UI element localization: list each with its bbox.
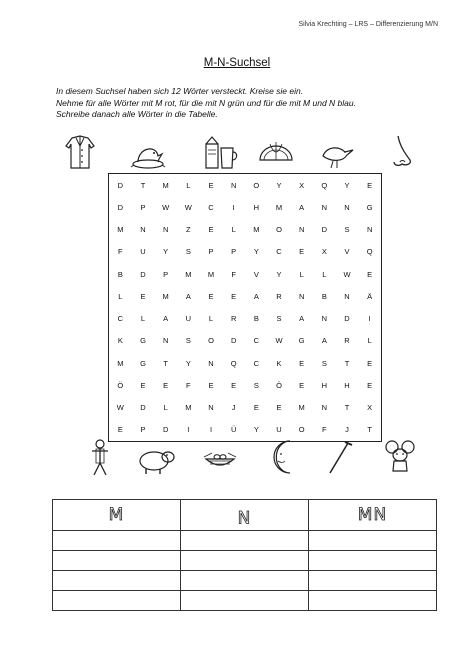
header-cell-m: M [53,500,181,531]
grid-letter[interactable]: N [321,314,328,324]
grid-letter[interactable]: Q [366,247,373,257]
grid-letter[interactable]: B [321,291,327,301]
grid-letter[interactable]: U [185,314,192,324]
grid-letter[interactable]: S [253,380,259,390]
milk-icon [200,132,240,172]
grid-letter[interactable]: N [162,225,169,235]
grid-letter[interactable]: H [321,380,328,390]
grid-letter[interactable]: G [298,336,305,346]
grid-letter[interactable]: T [163,358,168,368]
grid-letter[interactable]: N [162,336,169,346]
grid-letter[interactable]: N [230,180,237,190]
grid-letter[interactable]: A [321,336,327,346]
answer-row [53,551,437,571]
answer-cell[interactable] [53,591,181,611]
nail-icon [320,437,360,477]
instructions [56,86,356,121]
answer-cell[interactable] [181,571,309,591]
grid-letter[interactable]: M [207,269,215,279]
grid-letter[interactable]: P [208,247,214,257]
author-header: Silvia Krechting – LRS – Differenzierung M/N [298,21,438,28]
grid-letter[interactable]: L [322,269,327,279]
grid-letter[interactable]: Y [163,247,169,257]
grid-letter[interactable]: E [367,269,373,279]
grid-letter[interactable]: Ö [117,380,124,390]
grid-letter[interactable]: M [162,180,169,190]
nest-icon [200,437,240,477]
grid-letter[interactable]: A [163,314,169,324]
grid-letter[interactable]: E [276,403,282,413]
word-search-grid [108,173,382,442]
answer-row [53,531,437,551]
grid-letter[interactable]: M [185,403,192,413]
grid-letter[interactable]: E [299,380,305,390]
grid-letter[interactable]: I [187,425,190,435]
grid-letter[interactable]: D [162,425,169,435]
grid-letter[interactable]: I [209,425,213,435]
mouse-icon [380,437,420,477]
grid-letter[interactable]: E [140,291,146,301]
grid-letter[interactable]: A [185,291,191,301]
grid-letter[interactable]: F [186,380,191,390]
grid-letter[interactable]: M [117,225,124,235]
grid-letter[interactable]: M [185,269,192,279]
grid-letter[interactable]: T [344,358,350,368]
grid-letter[interactable]: L [231,225,236,235]
grid-letter[interactable]: B [253,314,259,324]
nose-icon [380,132,420,172]
grid-letter[interactable]: E [231,291,237,301]
grid-letter[interactable]: S [344,225,350,235]
grid-letter[interactable]: D [140,403,146,413]
grid-letter[interactable]: G [140,336,146,346]
grid-letter[interactable]: R [276,291,282,301]
mole-icon [128,132,168,172]
answer-cell[interactable] [309,551,437,571]
grid-letter[interactable]: P [140,425,146,435]
grid-letter[interactable]: N [344,291,350,301]
grid-letter[interactable]: Y [185,358,191,368]
grid-letter[interactable]: G [140,358,146,368]
answer-cell[interactable] [309,571,437,591]
answer-cell[interactable] [309,591,437,611]
grid-letter[interactable]: M [275,202,283,212]
grid-letter[interactable]: N [208,358,214,368]
picture-row-bottom [60,437,420,477]
grid-letter[interactable]: L [118,291,123,301]
grid-letter[interactable]: N [140,225,146,235]
grid-letter[interactable]: E [299,358,305,368]
grid-letter[interactable]: Y [253,425,259,435]
answer-cell[interactable] [181,531,309,551]
grid-letter[interactable]: L [140,314,146,324]
grid-letter[interactable]: T [367,425,372,435]
grid-letter[interactable]: I [368,314,371,324]
grid-letter[interactable]: C [117,314,124,324]
grid-letter[interactable]: L [299,269,304,279]
grid-letter[interactable]: B [117,269,123,279]
seagull-icon [317,132,357,172]
grid-letter[interactable]: D [321,225,328,235]
grid-letter[interactable]: A [253,291,259,301]
grid-letter[interactable]: Q [321,180,328,190]
grid-letter[interactable]: V [344,247,350,257]
grid-letter[interactable]: A [299,202,305,212]
grid-letter[interactable]: O [276,225,282,235]
grid-letter[interactable]: L [163,403,168,413]
grid-letter[interactable]: E [140,380,146,390]
answer-cell[interactable] [181,591,309,611]
grid-letter[interactable]: N [321,403,328,413]
grid-letter[interactable]: Q [230,358,237,368]
grid-letter[interactable]: P [231,247,237,257]
grid-letter[interactable]: Ä [367,291,373,301]
grid-letter[interactable]: D [140,269,146,279]
grid-letter[interactable]: F [118,247,123,257]
grid-letter[interactable]: M [298,403,305,413]
grid-letter[interactable]: N [321,202,328,212]
grid-letter[interactable]: Ü [230,425,237,435]
grid-letter[interactable]: D [230,336,237,346]
melon-icon [256,132,296,172]
grid-letter[interactable]: R [230,314,237,324]
grid-letter[interactable]: S [321,358,327,368]
answer-table [52,499,437,611]
moon-icon [266,437,306,477]
answer-row [53,591,437,611]
grid-letter[interactable]: E [299,247,305,257]
header-cell-n: N [181,500,309,531]
grid-letter[interactable]: N [344,202,350,212]
grid-letter[interactable]: N [366,225,373,235]
grid-letter[interactable]: T [140,180,146,190]
grid-letter[interactable]: N [208,403,214,413]
coat-icon [60,132,100,172]
grid-letter[interactable]: E [208,180,214,190]
answer-cell[interactable] [53,531,181,551]
grid-letter[interactable]: M [117,358,124,368]
instruction-line: In diesem Suchsel haben sich 12 Wörter versteckt. Kreise sie ein. [56,86,304,96]
grid-letter[interactable]: J [345,425,349,435]
answer-cell[interactable] [53,551,181,571]
grid-letter[interactable]: S [276,314,282,324]
answer-cell[interactable] [53,571,181,591]
grid-letter[interactable]: H [253,202,260,212]
grid-letter[interactable]: D [117,202,124,212]
grid-letter[interactable]: E [367,380,373,390]
grid-letter[interactable]: U [276,425,282,435]
answer-row [53,571,437,591]
answer-table-header [53,500,437,531]
grid-letter[interactable]: N [298,225,305,235]
grid-letter[interactable]: F [231,269,236,279]
instruction-line: Nehme für alle Wörter mit M rot, für die mit N grün und für die mit M und N blau. [56,97,356,108]
grid-letter[interactable]: E [208,291,214,301]
grid-letter[interactable]: M [162,291,169,301]
grid-letter[interactable]: O [253,180,260,190]
grid-letter[interactable]: X [299,180,305,190]
grid-letter[interactable]: X [367,403,373,413]
grid-letter[interactable]: Y [344,180,350,190]
grid-letter[interactable]: U [140,247,146,257]
grid-letter[interactable]: A [299,314,305,324]
grid-letter[interactable]: R [344,336,350,346]
grid-letter[interactable]: K [117,336,123,346]
grid-letter[interactable]: N [298,291,305,301]
grid-letter[interactable]: G [366,202,373,212]
grid-letter[interactable]: E [117,425,123,435]
grid-letter[interactable]: L [367,336,372,346]
grid-letter[interactable]: E [208,380,214,390]
grid-letter[interactable]: T [344,403,350,413]
grid-letter[interactable]: Y [253,247,259,257]
grid-letter[interactable]: S [185,247,191,257]
grid-letter[interactable]: L [208,314,214,324]
grid-letter[interactable]: C [276,247,282,257]
instruction-line: Schreibe danach alle Wörter in die Tabelle. [56,109,218,119]
grid-letter[interactable]: F [322,425,327,435]
header-cell-mn: MN [309,500,437,531]
grid-letter[interactable]: C [208,202,214,212]
grid-letter[interactable]: E [208,225,214,235]
hippo-icon [136,437,176,477]
grid-letter[interactable]: Z [186,225,191,235]
grid-letter[interactable]: I [232,202,235,212]
grid-letter[interactable]: P [140,202,146,212]
grid-letter[interactable]: W [184,202,192,212]
grid-letter[interactable]: O [298,425,305,435]
grid-letter[interactable]: W [116,403,124,413]
grid-letter[interactable]: C [253,358,260,368]
man-icon [80,437,120,477]
grid-letter[interactable]: C [253,336,260,346]
grid-letter[interactable]: X [321,247,327,257]
grid-letter[interactable]: D [117,180,124,190]
grid-letter[interactable]: W [343,269,351,279]
page-title: M-N-Suchsel [203,57,271,69]
answer-cell[interactable] [181,551,309,571]
grid-letter[interactable]: W [162,202,170,212]
grid-letter[interactable]: L [186,180,191,190]
grid-letter[interactable]: K [276,358,282,368]
grid-letter[interactable]: S [185,336,191,346]
grid-letter[interactable]: V [253,269,259,279]
grid-letter[interactable]: D [344,314,350,324]
grid-letter[interactable]: M [253,225,260,235]
picture-row-top [60,132,420,172]
grid-letter[interactable]: W [275,336,283,346]
grid-letter[interactable]: E [163,380,169,390]
grid-letter[interactable]: E [367,180,373,190]
grid-letter[interactable]: Y [276,269,282,279]
grid-letter[interactable]: O [208,336,214,346]
grid-letter[interactable]: P [163,269,169,279]
grid-letter[interactable]: E [231,380,237,390]
grid-letter[interactable]: Y [276,180,282,190]
grid-letter[interactable]: H [344,380,350,390]
grid-letter[interactable]: Ö [276,380,282,390]
answer-cell[interactable] [309,531,437,551]
grid-letter[interactable]: E [253,403,259,413]
grid-letter[interactable]: J [231,403,236,413]
grid-letter[interactable]: E [367,358,373,368]
